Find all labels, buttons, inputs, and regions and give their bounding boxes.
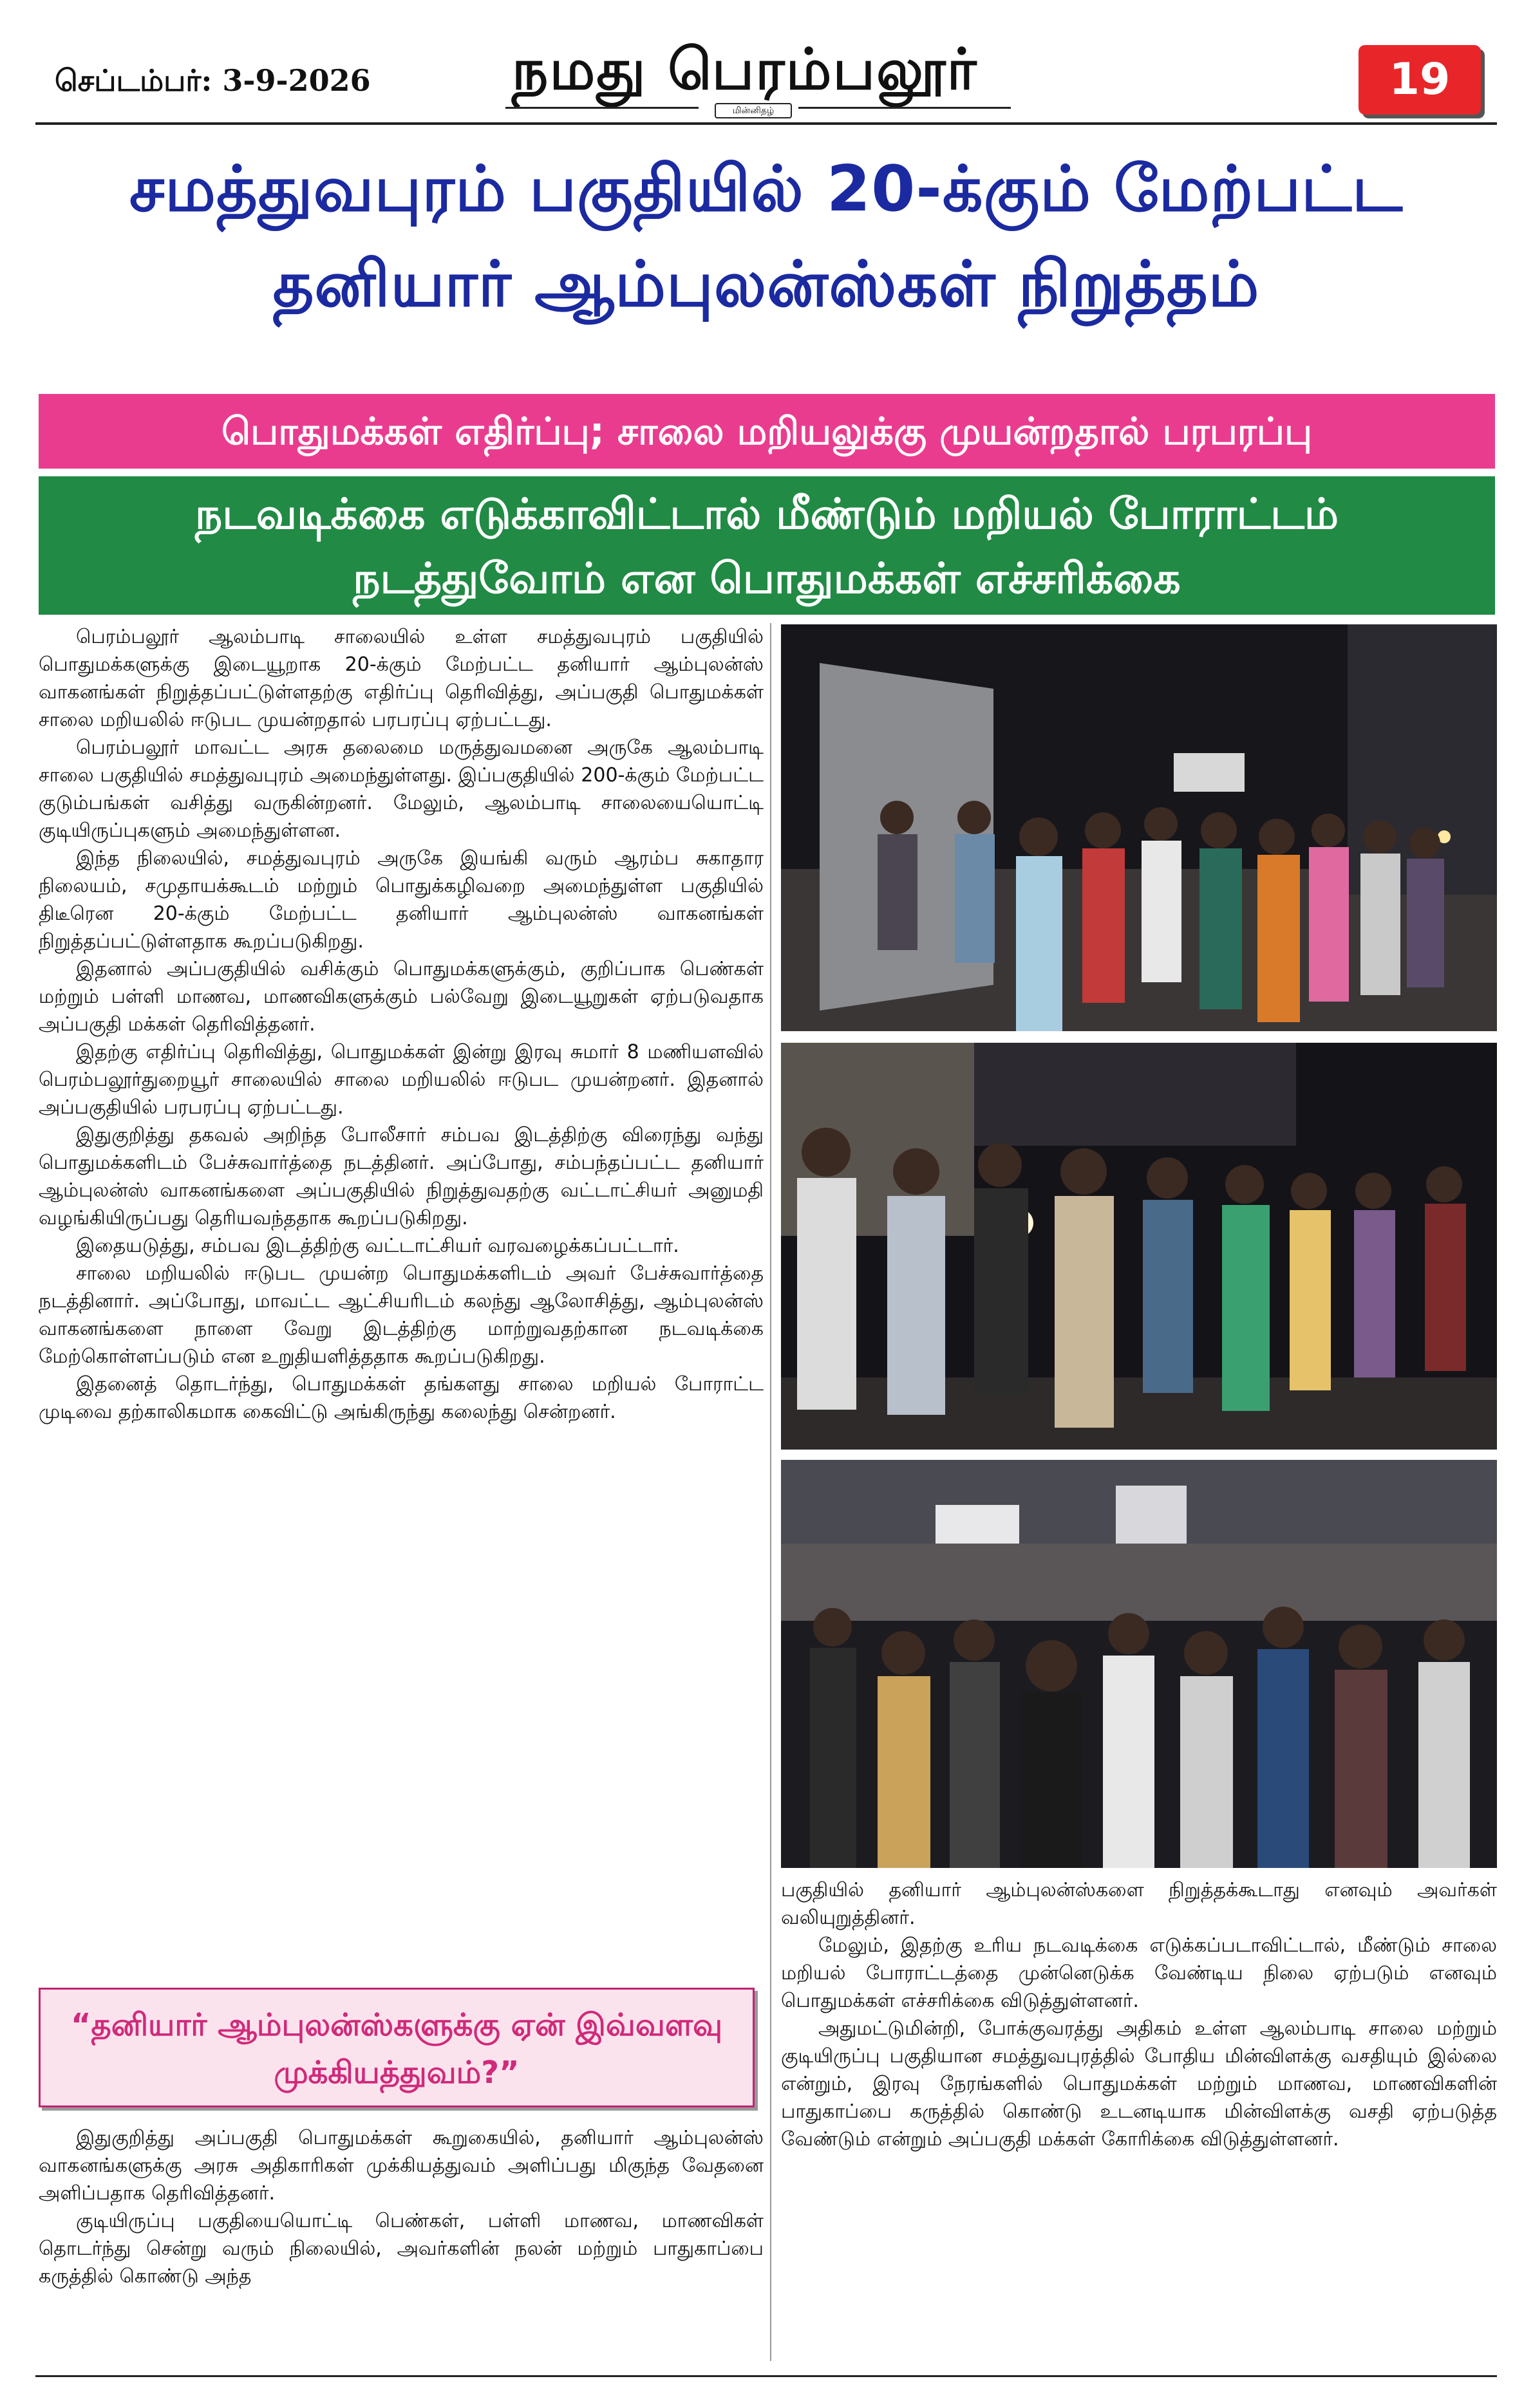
news-photo-3 xyxy=(781,1460,1497,1868)
article-column-right xyxy=(781,1876,1497,2153)
news-photo-2 xyxy=(781,1043,1497,1450)
article-paragraph: இந்த நிலையில், சமத்துவபுரம் அருகே இயங்கி வரும் ஆரம்ப சுகாதார நிலையம், சமுதாயக்கூடம் மற்றும் பொதுக்கழிவறை அமைந்துள்ள பகுதியில் திடீரென 20-க்கும் மேற்பட்ட தனியார் ஆம்புலன்ஸ் வாகனங்கள் நிறுத்தப்பட்டுள்ளதாக கூறப்படுகிறது. xyxy=(39,847,764,953)
pull-quote-box: “தனியார் ஆம்புலன்ஸ்களுக்கு ஏன் இவ்வளவு முக்கியத்துவம்?” xyxy=(39,1988,755,2107)
article-paragraph: பெரம்பலூர் மாவட்ட அரசு தலைமை மருத்துவமனை அருகே ஆலம்பாடி சாலை பகுதியில் சமத்துவபுரம் அமைந்துள்ளது. இப்பகுதியில் 200-க்கும் மேற்பட்ட குடும்பங்கள் வசித்து வருகின்றனர். மேலும், ஆலம்பாடி சாலையையொட்டி குடியிருப்புகளும் அமைந்துள்ளன. xyxy=(39,736,764,842)
news-photo-1 xyxy=(781,624,1497,1031)
article-column-left xyxy=(39,623,764,1426)
article-paragraph: சாலை மறியலில் ஈடுபட முயன்ற பொதுமக்களிடம் அவர் பேச்சுவார்த்தை நடத்தினார். அப்போது, மாவட்ட ஆட்சியரிடம் கலந்து ஆலோசித்து, ஆம்புலன்ஸ் வாகனங்களை நாளை வேறு இடத்திற்கு மாற்றுவதற்கான நடவடிக்கை மேற்கொள்ளப்படும் என உறுதியளித்ததாக கூறப்படுகிறது. xyxy=(39,1262,764,1368)
article-paragraph: குடியிருப்பு பகுதியையொட்டி பெண்கள், பள்ளி மாணவ, மாணவிகள் தொடர்ந்து சென்று வரும் நிலையில், அவர்களின் நலன் மற்றும் பாதுகாப்பை கருத்தில் கொண்டு அந்த xyxy=(39,2210,764,2288)
article-paragraph: இதுகுறித்து அப்பகுதி பொதுமக்கள் கூறுகையில், தனியார் ஆம்புலன்ஸ் வாகனங்களுக்கு அரசு அதிகாரிகள் முக்கியத்துவம் அளிப்பது மிகுந்த வேதனை அளிப்பதாக தெரிவித்தனர். xyxy=(39,2127,764,2205)
main-headline xyxy=(35,142,1497,332)
article-paragraph: இதனால் அப்பகுதியில் வசிக்கும் பொதுமக்களுக்கும், குறிப்பாக பெண்கள் மற்றும் பள்ளி மாணவ, மாணவிகளுக்கும் பல்வேறு இடையூறுகள் ஏற்படுவதாக அப்பகுதி மக்கள் தெரிவித்தனர். xyxy=(39,958,764,1036)
article-paragraph: இதனைத் தொடர்ந்து, பொதுமக்கள் தங்களது சாலை மறியல் போராட்ட முடிவை தற்காலிகமாக கைவிட்டு அங்கிருந்து கலைந்து சென்றனர். xyxy=(39,1373,764,1423)
page-number-badge: 19 xyxy=(1359,45,1481,115)
masthead-rule-left xyxy=(505,107,699,109)
article-paragraph: பகுதியில் தனியார் ஆம்புலன்ஸ்களை நிறுத்தக்கூடாது எனவும் அவர்கள் வலியுறுத்தினர். xyxy=(781,1879,1497,1929)
article-paragraph: பெரம்பலூர் ஆலம்பாடி சாலையில் உள்ள சமத்துவபுரம் பகுதியில் பொதுமக்களுக்கு இடையூறாக 20-க்கும் மேற்பட்ட தனியார் ஆம்புலன்ஸ் வாகனங்கள் நிறுத்தப்பட்டுள்ளதற்கு எதிர்ப்பு தெரிவித்து, அப்பகுதி பொதுமக்கள் சாலை மறியலில் ஈடுபட முயன்றதால் பரபரப்பு ஏற்பட்டது. xyxy=(39,626,764,731)
bottom-rule xyxy=(35,2375,1497,2377)
headline-line-1: சமத்துவபுரம் பகுதியில் 20-க்கும் மேற்பட்ட xyxy=(129,153,1404,226)
article-paragraph: இதையடுத்து, சம்பவ இடத்திற்கு வட்டாட்சியர் வரவழைக்கப்பட்டார். xyxy=(76,1235,679,1257)
article-paragraph: மேலும், இதற்கு உரிய நடவடிக்கை எடுக்கப்படாவிட்டால், மீண்டும் சாலை மறியல் போராட்டத்தை முன்னெடுக்க வேண்டிய நிலை ஏற்படும் எனவும் பொதுமக்கள் எச்சரிக்கை விடுத்துள்ளனர். xyxy=(781,1934,1497,2012)
article-paragraph: இதற்கு எதிர்ப்பு தெரிவித்து, பொதுமக்கள் இன்று இரவு சுமார் 8 மணியளவில் பெரம்பலூர்துறையூர் சாலையில் சாலை மறியலில் ஈடுபட முயன்றனர். இதனால் அப்பகுதியில் பரபரப்பு ஏற்பட்டது. xyxy=(39,1041,764,1119)
column-divider xyxy=(770,623,771,2361)
issue-date: செப்டம்பர்: 3-9-2026 xyxy=(55,63,371,98)
masthead xyxy=(35,31,1497,121)
article-column-left-continued xyxy=(39,2124,764,2290)
article-paragraph: இதுகுறித்து தகவல் அறிந்த போலீசார் சம்பவ இடத்திற்கு விரைந்து வந்து பொதுமக்களிடம் பேச்சுவார்த்தை நடத்தினர். அப்போது, சம்பந்தப்பட்ட தனியார் ஆம்புலன்ஸ் வாகனங்களை அப்பகுதியில் நிறுத்துவதற்கு வட்டாட்சியர் அனுமதி வழங்கியிருப்பது தெரியவந்ததாக கூறப்படுகிறது. xyxy=(39,1124,764,1229)
paper-tagline: மின்னிதழ் xyxy=(715,103,792,118)
masthead-rule-right xyxy=(798,107,1011,109)
crowd-photo-image xyxy=(781,1043,1497,1450)
green-band-line-2: நடத்துவோம் என பொதுமக்கள் எச்சரிக்கை xyxy=(353,553,1181,603)
article-paragraph: அதுமட்டுமின்றி, போக்குவரத்து அதிகம் உள்ள ஆலம்பாடி சாலை மற்றும் குடியிருப்பு பகுதியான சமத்துவபுரத்தில் போதிய மின்விளக்கு வசதியும் இல்லை என்றும், இரவு நேரங்களில் பொதுமக்கள் மற்றும் மாணவ, மாணவிகளின் பாதுகாப்பை கருத்தில் கொண்டு உடனடியாக மின்விளக்கு வசதி ஏற்படுத்த வேண்டும் என்றும் அப்பகுதி மக்கள் கோரிக்கை விடுத்துள்ளனர். xyxy=(781,2017,1497,2151)
top-rule xyxy=(35,122,1497,125)
paper-name: நமது பெரம்பலூர் xyxy=(512,36,978,102)
headline-line-2: தனியார் ஆம்புலன்ஸ்கள் நிறுத்தம் xyxy=(272,248,1260,321)
crowd-photo-image xyxy=(781,1460,1497,1868)
green-band-line-1: நடவடிக்கை எடுக்காவிட்டால் மீண்டும் மறியல் போராட்டம் xyxy=(195,489,1339,539)
subhead-green-band xyxy=(39,476,1495,615)
crowd-photo-image xyxy=(781,624,1497,1031)
subhead-pink-band: பொதுமக்கள் எதிர்ப்பு; சாலை மறியலுக்கு முயன்றதால் பரபரப்பு xyxy=(39,394,1495,469)
